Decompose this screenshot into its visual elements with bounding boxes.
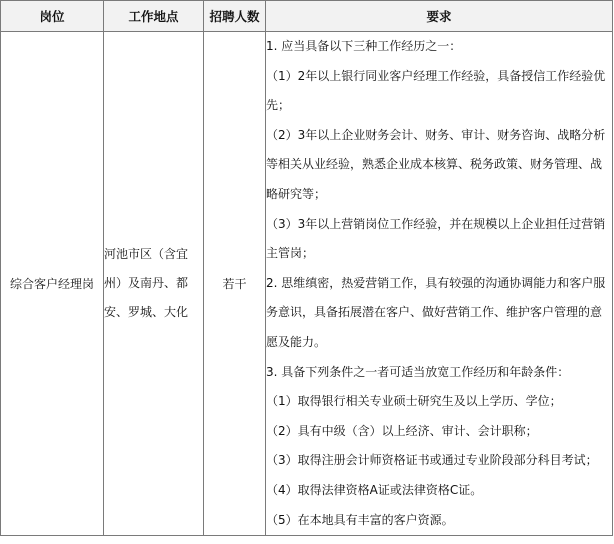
requirement-line: （1）取得银行相关专业硕士研究生及以上学历、学位； (266, 394, 562, 409)
requirement-line: （2）3年以上企业财务会计、财务、审计、财务咨询、战略分析等相关从业经验，熟悉企业成本核算、税务政策、财务管理、战略研究等； (266, 127, 606, 201)
position-cell: 综合客户经理岗 (1, 32, 104, 536)
requirement-line: （5）在本地具有丰富的客户资源。 (266, 512, 454, 527)
requirement-line: （2）具有中级（含）以上经济、审计、会计职称； (266, 423, 538, 438)
location-cell: 河池市区（含宜州）及南丹、都安、罗城、大化 (104, 32, 204, 536)
header-location: 工作地点 (104, 1, 204, 32)
header-count: 招聘人数 (204, 1, 266, 32)
table-row (1, 32, 613, 536)
header-requirements: 要求 (266, 1, 613, 32)
requirement-line: （3）3年以上营销岗位工作经验，并在规模以上企业担任过营销主管岗； (266, 216, 606, 261)
requirement-line: 2. 思维缜密，热爱营销工作，具有较强的沟通协调能力和客户服务意识，具备拓展潜在客户、做好营销工作、维护客户管理的意愿及能力。 (266, 275, 606, 349)
count-cell: 若干 (204, 32, 266, 536)
requirement-line: （3）取得注册会计师资格证书或通过专业阶段部分科目考试； (266, 453, 598, 468)
requirement-line: 3. 具备下列条件之一者可适当放宽工作经历和年龄条件： (266, 364, 570, 379)
requirement-line: 1. 应当具备以下三种工作经历之一： (266, 39, 462, 53)
header-position: 岗位 (1, 1, 104, 32)
requirements-cell (266, 32, 613, 536)
table-header (1, 1, 613, 32)
header-row (1, 1, 613, 32)
requirement-line: （1）2年以上银行同业客户经理工作经验，具备授信工作经验优先； (266, 68, 606, 113)
requirement-line: （4）取得法律资格A证或法律资格C证。 (266, 482, 483, 497)
